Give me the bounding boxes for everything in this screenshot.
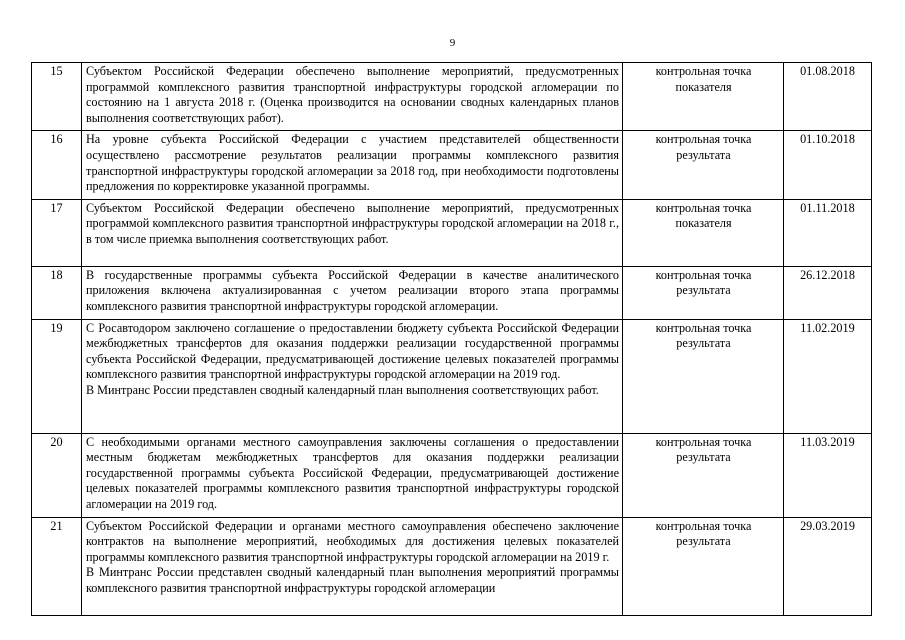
row-number: 15 — [32, 63, 82, 131]
description-paragraph: В государственные программы субъекта Российской Федерации в качестве аналитического приложения включена актуализированная с учетом реализации второго этапа программы комплексного развития транспортной инфраструктуры городской агломерации. — [86, 267, 619, 313]
control-point-date: 01.11.2018 — [784, 199, 872, 266]
row-number: 19 — [32, 319, 82, 433]
row-description — [82, 63, 623, 131]
control-point-date: 29.03.2019 — [784, 517, 872, 615]
control-point-type: контрольная точка результата — [623, 319, 784, 433]
control-points-table — [31, 62, 872, 616]
table-row — [32, 266, 872, 319]
description-paragraph: С необходимыми органами местного самоуправления заключены соглашения о предоставлении местным бюджетам межбюджетных трансфертов для оказания поддержки реализации государственной программы субъекта Российской Федерации, предусматривающей достижение целевых показателей программы комплексного развития транспортной инфраструктуры городской агломерации на 2019 год. — [86, 434, 619, 511]
control-point-type: контрольная точка показателя — [623, 199, 784, 266]
table-row — [32, 319, 872, 433]
description-paragraph: Субъектом Российской Федерации обеспечено выполнение мероприятий, предусмотренных программой комплексного развития транспортной инфраструктуры городской агломерации по состоянию на 1 августа 2018 г. (Оценка производится на основании сводных календарных планов выполнения соответствующих работ). — [86, 64, 619, 125]
row-description — [82, 199, 623, 266]
control-point-date: 26.12.2018 — [784, 266, 872, 319]
row-description — [82, 266, 623, 319]
description-paragraph: На уровне субъекта Российской Федерации с участием представителей общественности осуществлено рассмотрение результатов реализации программы комплексного развития транспортной инфраструктуры городской агломерации за 2018 год, при необходимости подготовлены предложения по корректировке указанной программы. — [86, 132, 619, 194]
row-number: 20 — [32, 433, 82, 517]
table-row — [32, 63, 872, 131]
row-description — [82, 319, 623, 433]
row-description — [82, 131, 623, 199]
control-point-type: контрольная точка показателя — [623, 63, 784, 131]
table-row — [32, 433, 872, 517]
control-point-type: контрольная точка результата — [623, 266, 784, 319]
row-description — [82, 433, 623, 517]
control-point-type: контрольная точка результата — [623, 131, 784, 199]
description-paragraph: В Минтранс России представлен сводный календарный план выполнения соответствующих работ. — [86, 382, 599, 397]
row-number: 17 — [32, 199, 82, 266]
row-number: 18 — [32, 266, 82, 319]
table-row — [32, 199, 872, 266]
control-point-date: 01.10.2018 — [784, 131, 872, 199]
description-paragraph: Субъектом Российской Федерации обеспечено выполнение мероприятий, предусмотренных программой комплексного развития транспортной инфраструктуры городской агломерации на 2018 г., в том числе приемка выполнения соответствующих работ. — [86, 200, 619, 246]
table-row — [32, 517, 872, 615]
description-paragraph: С Росавтодором заключено соглашение о предоставлении бюджету субъекта Российской Федерации межбюджетных трансфертов для оказания поддержки реализации государственной программы субъекта Российской Федерации, предусматривающей достижение целевых показателей программы комплексного развития транспортной инфраструктуры городской агломерации на 2019 год. — [86, 320, 619, 382]
table-row — [32, 131, 872, 199]
row-number: 21 — [32, 517, 82, 615]
description-paragraph: Субъектом Российской Федерации и органами местного самоуправления обеспечено заключение контрактов на выполнение мероприятий, необходимых для достижения целевых показателей программы комплексного развития транспортной инфраструктуры городской агломерации на 2019 г. — [86, 518, 619, 564]
control-point-type: контрольная точка результата — [623, 517, 784, 615]
control-point-date: 11.03.2019 — [784, 433, 872, 517]
control-point-date: 11.02.2019 — [784, 319, 872, 433]
description-paragraph: В Минтранс России представлен сводный календарный план выполнения мероприятий программы комплексного развития транспортной инфраструктуры городской агломерации — [86, 565, 619, 595]
row-description — [82, 517, 623, 615]
control-point-date: 01.08.2018 — [784, 63, 872, 131]
control-point-type: контрольная точка результата — [623, 433, 784, 517]
row-number: 16 — [32, 131, 82, 199]
page-number: 9 — [449, 37, 456, 49]
